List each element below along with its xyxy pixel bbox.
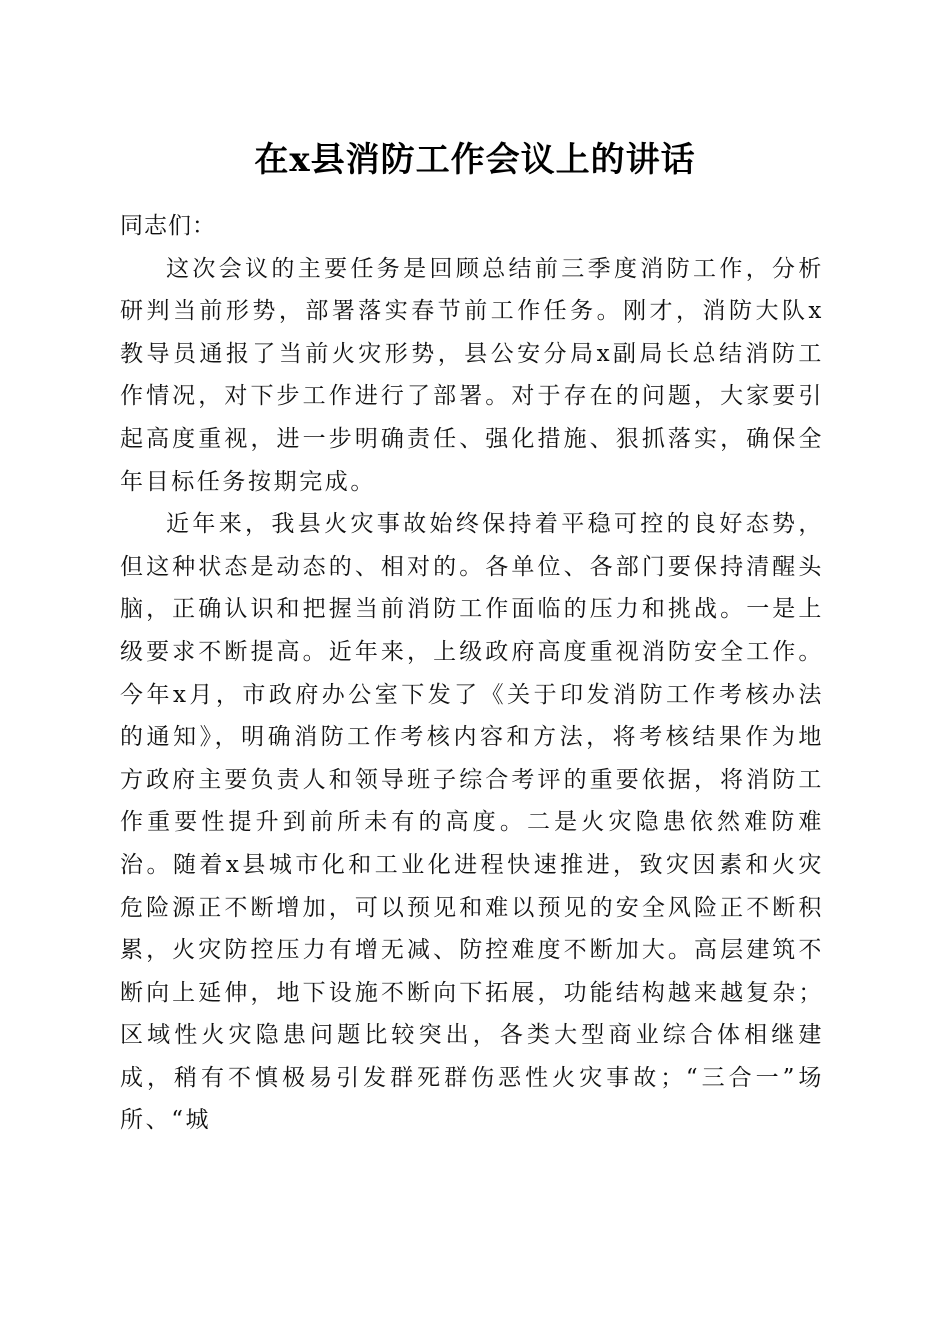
paragraph-situation: 近年来，我县火灾事故始终保持着平稳可控的良好态势，但这种状态是动态的、相对的。各单位、各部门要保持清醒头脑，正确认识和把握当前消防工作面临的压力和挑战。一是上级要求不断提高。近年来，上级政府高度重视消防安全工作。今年x月，市政府办公室下发了《关于印发消防工作考核办法的通知》，明确消防工作考核内容和方法，将考核结果作为地方政府主要负责人和领导班子综合考评的重要依据，将消防工作重要性提升到前所未有的高度。二是火灾隐患依然难防难治。随着x县城市化和工业化进程快速推进，致灾因素和火灾危险源正不断增加，可以预见和难以预见的安全风险正不断积累，火灾防控压力有增无减、防控难度不断加大。高层建筑不断向上延伸，地下设施不断向下拓展，功能结构越来越复杂；区域性火灾隐患问题比较突出，各类大型商业综合体相继建成，稍有不慎极易引发群死群伤恶性火灾事故；“三合一”场所、“城 (120, 511, 824, 1134)
salutation: 同志们： (120, 213, 216, 239)
paragraph-intro: 这次会议的主要任务是回顾总结前三季度消防工作，分析研判当前形势，部署落实春节前工作任务。刚才，消防大队x教导员通报了当前火灾形势，县公安分局x副局长总结消防工作情况，对下步工作进行了部署。对于存在的问题，大家要引起高度重视，进一步明确责任、强化措施、狠抓落实，确保全年目标任务按期完成。 (120, 255, 824, 495)
document-body (120, 205, 824, 1142)
document-title: 在x县消防工作会议上的讲话 (254, 140, 696, 180)
